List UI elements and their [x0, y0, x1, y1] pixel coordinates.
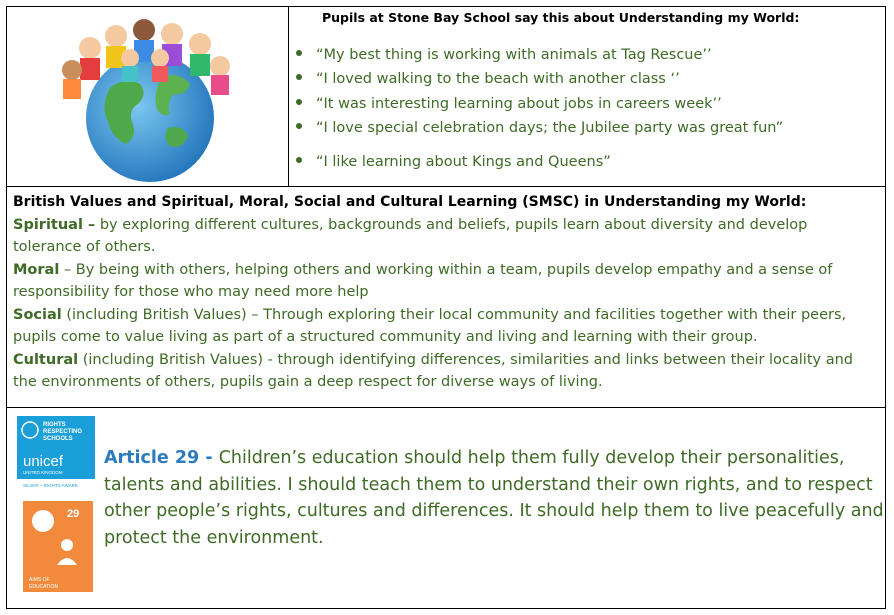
bullet-icon	[296, 74, 302, 80]
spiritual-label: Spiritual –	[13, 216, 96, 233]
smsc-spiritual: Spiritual – by exploring different cultures, backgrounds and beliefs, pupils learn about diversity and develop tolerance of others.	[13, 216, 808, 255]
quotes-title: Pupils at Stone Bay School say this about Understanding my World:	[322, 10, 800, 25]
svg-text:29: 29	[67, 508, 80, 520]
svg-text:UNITED KINGDOM: UNITED KINGDOM	[23, 470, 63, 475]
bullet-icon	[296, 123, 302, 129]
svg-text:AIMS OF: AIMS OF	[29, 577, 50, 583]
quote-item: “It was interesting learning about jobs in careers week’’	[296, 96, 722, 112]
row-divider-2	[6, 407, 886, 408]
svg-text:EDUCATION: EDUCATION	[29, 584, 59, 590]
article-heading: Article 29 -	[104, 448, 219, 468]
smsc-cultural: Cultural (including British Values) - through identifying differences, similarities and links between their locality and the environments of others, pupils gain a deep respect for diverse ways of living.	[13, 351, 853, 390]
quote-item: “My best thing is working with animals at Tag Rescue’’	[296, 47, 712, 63]
rights-respecting-schools-logo	[17, 416, 95, 491]
svg-text:RIGHTS: RIGHTS	[43, 422, 66, 428]
quote-item: “I like learning about Kings and Queens”	[296, 154, 611, 170]
smsc-moral: Moral – By being with others, helping others and working within a team, pupils develop empathy and a sense of responsibility for those who may need more help	[13, 261, 833, 300]
svg-text:SILVER – RIGHTS AWARE: SILVER – RIGHTS AWARE	[23, 483, 78, 488]
quote-item: “I love special celebration days; the Jubilee party was great fun”	[296, 120, 783, 136]
svg-text:RESPECTING: RESPECTING	[43, 429, 83, 435]
article-29-text	[104, 445, 884, 551]
row-divider-1	[6, 186, 886, 187]
bullet-icon	[296, 50, 302, 56]
svg-text:unicef: unicef	[23, 453, 64, 470]
article-29-icon	[23, 501, 93, 592]
moral-label: Moral	[13, 261, 60, 278]
cultural-label: Cultural	[13, 351, 79, 368]
children-around-globe-illustration	[50, 8, 240, 184]
article-body: Children’s education should help them fully develop their personalities, talents and abilities. I should teach them to understand their own rights, and to respect other people’s rights, cultures and differences. It should help them to live peacefully and protect the environment.	[104, 448, 884, 548]
quote-item: “I loved walking to the beach with another class ‘’	[296, 71, 680, 87]
bullet-icon	[296, 157, 302, 163]
bullet-icon	[296, 99, 302, 105]
smsc-social: Social (including British Values) – Through exploring their local community and facilities together with their peers, pupils come to value living as part of a structured community and living and learning with their group.	[13, 306, 847, 345]
smsc-title: British Values and Spiritual, Moral, Social and Cultural Learning (SMSC) in Understanding my World:	[13, 194, 807, 210]
smsc-section	[13, 191, 877, 394]
svg-text:SCHOOLS: SCHOOLS	[43, 436, 73, 442]
cell-divider-vertical	[288, 6, 289, 187]
social-label: Social	[13, 306, 62, 323]
